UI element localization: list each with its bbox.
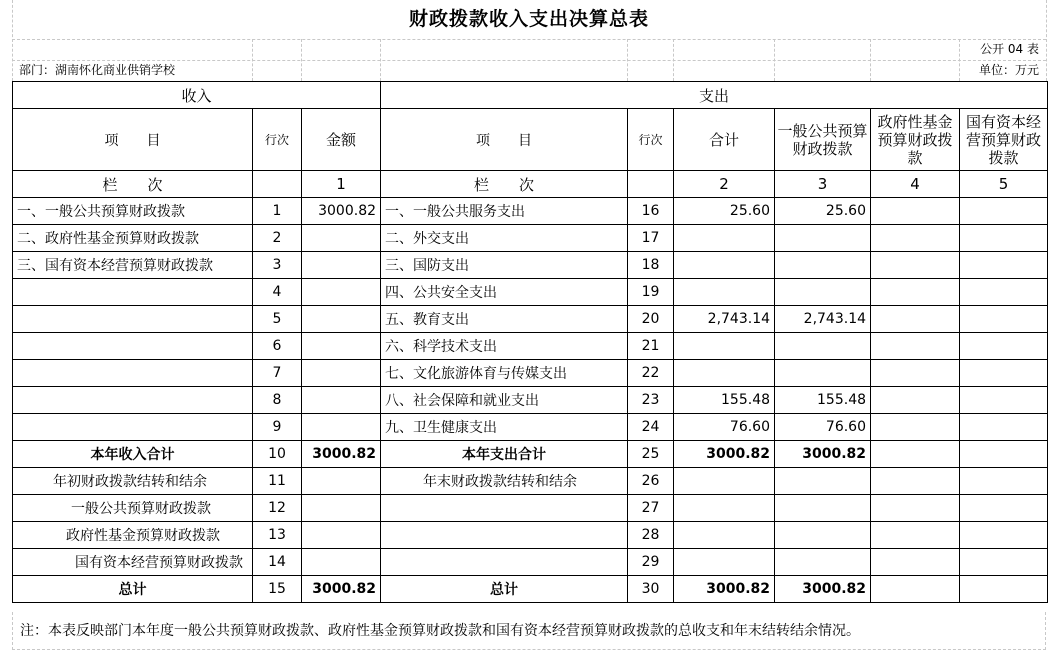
column-index-4: 4 (871, 171, 960, 198)
gridline (959, 39, 960, 81)
expense-row-no: 24 (628, 414, 674, 441)
expense-total: 25.60 (674, 198, 775, 225)
gridline (627, 39, 628, 81)
income-row-no: 9 (253, 414, 302, 441)
expense-row-no: 22 (628, 360, 674, 387)
header-total: 合计 (674, 109, 775, 171)
expense-fund (871, 414, 960, 441)
expense-row-no: 26 (628, 468, 674, 495)
subtotal-row (13, 441, 1048, 468)
expense-fund (871, 306, 960, 333)
expense-total (674, 468, 775, 495)
expense-subtotal-total: 3000.82 (674, 441, 775, 468)
expense-fund (871, 225, 960, 252)
expense-item: 七、文化旅游体育与传媒支出 (381, 360, 628, 387)
expense-state-capital (960, 495, 1048, 522)
column-index-exp-label: 栏 次 (381, 171, 628, 198)
expense-fund (871, 441, 960, 468)
income-item: 年初财政拨款结转和结余 (13, 468, 253, 495)
expense-general (775, 495, 871, 522)
expense-fund (871, 576, 960, 603)
gridline (252, 39, 253, 81)
expense-general (775, 522, 871, 549)
expense-total: 76.60 (674, 414, 775, 441)
header-row-no: 行次 (253, 109, 302, 171)
expense-state-capital (960, 549, 1048, 576)
expense-item: 六、科学技术支出 (381, 333, 628, 360)
table-row (13, 549, 1048, 576)
expense-total: 2,743.14 (674, 306, 775, 333)
expense-state-capital (960, 279, 1048, 306)
expense-general: 2,743.14 (775, 306, 871, 333)
expense-item: 八、社会保障和就业支出 (381, 387, 628, 414)
expense-item: 四、公共安全支出 (381, 279, 628, 306)
section-income: 收入 (13, 82, 381, 109)
expense-general (775, 360, 871, 387)
expense-fund (871, 252, 960, 279)
income-row-no: 14 (253, 549, 302, 576)
expense-general (775, 225, 871, 252)
income-item: 一、一般公共预算财政拨款 (13, 198, 253, 225)
income-row-no: 10 (253, 441, 302, 468)
column-index-label: 栏 次 (13, 171, 253, 198)
gridline (870, 39, 871, 81)
expense-total (674, 360, 775, 387)
income-amount (302, 414, 381, 441)
column-index-5: 5 (960, 171, 1048, 198)
income-item (13, 387, 253, 414)
gridline (1046, 0, 1047, 81)
expense-state-capital (960, 414, 1048, 441)
income-amount (302, 333, 381, 360)
expense-general: 76.60 (775, 414, 871, 441)
expense-row-no: 17 (628, 225, 674, 252)
expense-state-capital (960, 387, 1048, 414)
income-item: 一般公共预算财政拨款 (13, 495, 253, 522)
footnote: 注：本表反映部门本年度一般公共预算财政拨款、政府性基金预算财政拨款和国有资本经营预算财政拨款的总收支和年末结转结余情况。 (12, 612, 1046, 650)
expense-general (775, 468, 871, 495)
expense-item (381, 522, 628, 549)
expense-row-no: 21 (628, 333, 674, 360)
expense-fund (871, 198, 960, 225)
header-item: 项 目 (13, 109, 253, 171)
expense-total (674, 495, 775, 522)
income-row-no: 5 (253, 306, 302, 333)
expense-fund (871, 360, 960, 387)
column-index-blank (628, 171, 674, 198)
expense-grand-total-label: 总计 (381, 576, 628, 603)
expense-state-capital (960, 198, 1048, 225)
gridline (301, 39, 302, 81)
expense-state-capital (960, 441, 1048, 468)
expense-state-capital (960, 225, 1048, 252)
income-amount: 3000.82 (302, 198, 381, 225)
expense-row-no: 27 (628, 495, 674, 522)
expense-item (381, 495, 628, 522)
expense-total (674, 333, 775, 360)
expense-total (674, 522, 775, 549)
income-row-no: 15 (253, 576, 302, 603)
income-row-no: 6 (253, 333, 302, 360)
expense-state-capital (960, 333, 1048, 360)
expense-subtotal-general: 3000.82 (775, 441, 871, 468)
expense-total: 155.48 (674, 387, 775, 414)
table-row (13, 387, 1048, 414)
income-row-no: 1 (253, 198, 302, 225)
budget-summary-table (12, 81, 1048, 603)
header-exp-row-no: 行次 (628, 109, 674, 171)
unit-label: 单位：万元 (978, 63, 1039, 77)
income-row-no: 7 (253, 360, 302, 387)
expense-fund (871, 549, 960, 576)
expense-general (775, 252, 871, 279)
header-exp-item: 项 目 (381, 109, 628, 171)
income-grand-total-label: 总计 (13, 576, 253, 603)
income-amount (302, 387, 381, 414)
expense-row-no: 23 (628, 387, 674, 414)
table-row (13, 414, 1048, 441)
column-index-blank (253, 171, 302, 198)
table-row (13, 198, 1048, 225)
expense-row-no: 28 (628, 522, 674, 549)
income-amount (302, 306, 381, 333)
table-row (13, 225, 1048, 252)
table-row (13, 306, 1048, 333)
expense-fund (871, 468, 960, 495)
expense-item: 三、国防支出 (381, 252, 628, 279)
income-item: 二、政府性基金预算财政拨款 (13, 225, 253, 252)
header-general: 一般公共预算财政拨款 (775, 109, 871, 171)
income-item (13, 306, 253, 333)
department-label: 部门：湖南怀化商业供销学校 (19, 63, 176, 77)
expense-total (674, 549, 775, 576)
expense-fund (871, 495, 960, 522)
table-row (13, 333, 1048, 360)
expense-grand-total: 3000.82 (674, 576, 775, 603)
expense-state-capital (960, 306, 1048, 333)
expense-state-capital (960, 360, 1048, 387)
expense-total (674, 279, 775, 306)
gridline (380, 39, 381, 81)
expense-fund (871, 333, 960, 360)
expense-item: 年末财政拨款结转和结余 (381, 468, 628, 495)
page-title: 财政拨款收入支出决算总表 (408, 8, 649, 30)
income-row-no: 3 (253, 252, 302, 279)
expense-state-capital (960, 468, 1048, 495)
income-row-no: 12 (253, 495, 302, 522)
header-state-capital: 国有资本经营预算财政拨款 (960, 109, 1048, 171)
form-code: 公开 04 表 (980, 42, 1039, 56)
expense-fund (871, 387, 960, 414)
expense-row-no: 25 (628, 441, 674, 468)
expense-row-no: 20 (628, 306, 674, 333)
column-index-2: 2 (674, 171, 775, 198)
income-grand-total-amount: 3000.82 (302, 576, 381, 603)
expense-row-no: 29 (628, 549, 674, 576)
income-row-no: 4 (253, 279, 302, 306)
expense-item: 二、外交支出 (381, 225, 628, 252)
expense-row-no: 30 (628, 576, 674, 603)
income-item (13, 414, 253, 441)
column-index-1: 1 (302, 171, 381, 198)
expense-row-no: 19 (628, 279, 674, 306)
expense-item: 九、卫生健康支出 (381, 414, 628, 441)
income-item: 国有资本经营预算财政拨款 (13, 549, 253, 576)
expense-subtotal-label: 本年支出合计 (381, 441, 628, 468)
gridline (774, 39, 775, 81)
income-subtotal-amount: 3000.82 (302, 441, 381, 468)
expense-total (674, 225, 775, 252)
income-subtotal-label: 本年收入合计 (13, 441, 253, 468)
gridline (12, 39, 1046, 40)
income-item (13, 279, 253, 306)
income-item (13, 360, 253, 387)
expense-general (775, 549, 871, 576)
income-row-no: 11 (253, 468, 302, 495)
income-row-no: 13 (253, 522, 302, 549)
expense-general: 155.48 (775, 387, 871, 414)
expense-state-capital (960, 576, 1048, 603)
expense-row-no: 16 (628, 198, 674, 225)
expense-item: 一、一般公共服务支出 (381, 198, 628, 225)
grand-total-row (13, 576, 1048, 603)
income-row-no: 2 (253, 225, 302, 252)
income-amount (302, 252, 381, 279)
table-row (13, 252, 1048, 279)
expense-item (381, 549, 628, 576)
expense-row-no: 18 (628, 252, 674, 279)
income-amount (302, 225, 381, 252)
income-item: 三、国有资本经营预算财政拨款 (13, 252, 253, 279)
income-row-no: 8 (253, 387, 302, 414)
income-amount (302, 549, 381, 576)
income-item: 政府性基金预算财政拨款 (13, 522, 253, 549)
expense-state-capital (960, 522, 1048, 549)
expense-general: 25.60 (775, 198, 871, 225)
expense-state-capital (960, 252, 1048, 279)
table-row (13, 522, 1048, 549)
income-amount (302, 468, 381, 495)
income-amount (302, 279, 381, 306)
column-index-3: 3 (775, 171, 871, 198)
section-expense: 支出 (381, 82, 1048, 109)
expense-total (674, 252, 775, 279)
income-amount (302, 495, 381, 522)
income-item (13, 333, 253, 360)
table-row (13, 495, 1048, 522)
table-row (13, 279, 1048, 306)
table-row (13, 468, 1048, 495)
header-amount: 金额 (302, 109, 381, 171)
gridline (673, 39, 674, 81)
income-amount (302, 360, 381, 387)
expense-item: 五、教育支出 (381, 306, 628, 333)
expense-grand-total-general: 3000.82 (775, 576, 871, 603)
expense-general (775, 279, 871, 306)
expense-general (775, 333, 871, 360)
income-amount (302, 522, 381, 549)
table-row (13, 360, 1048, 387)
expense-fund (871, 522, 960, 549)
expense-fund (871, 279, 960, 306)
header-fund: 政府性基金预算财政拨款 (871, 109, 960, 171)
